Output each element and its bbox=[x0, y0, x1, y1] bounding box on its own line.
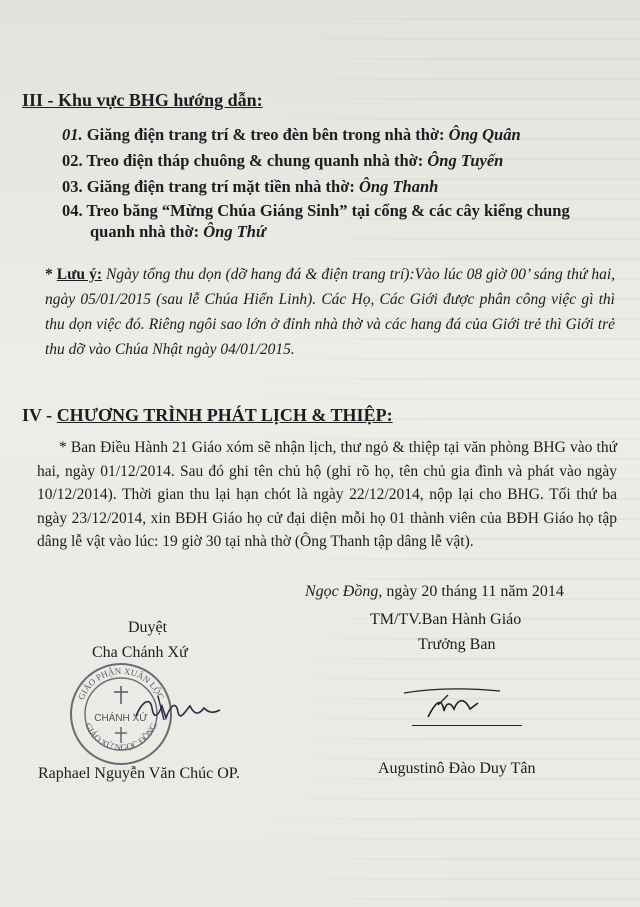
priest-signature-icon bbox=[128, 686, 228, 731]
stamp-center-text: CHÁNH XỨ bbox=[94, 713, 148, 724]
right-title-2: Trưởng Ban bbox=[418, 636, 496, 653]
signature-underline bbox=[412, 725, 522, 726]
note-paragraph: * Lưu ý: Ngày tổng thu dọn (dỡ hang đá & điện trang trí):Vào lúc 08 giờ 00’ sáng thứ hai, ngày 05/01/2015 (sau lễ Chúa Hiển Linh). Các Họ, Các Giới được phân công việc gì thì thu dọn việc đó. Riêng ngôi sao lớn ở đỉnh nhà thờ và các hang đá của Giới trẻ thì Giới trẻ thu dỡ vào Chúa Nhật ngày 04/01/2015. bbox=[45, 266, 615, 358]
head-signature-icon bbox=[398, 683, 508, 723]
note-text: Ngày tổng thu dọn (dỡ hang đá & điện trang trí):Vào lúc 08 giờ 00’ sáng thứ hai, ngày 05/01/2015 (sau lễ Chúa Hiển Linh). Các Họ, Các Giới được phân công việc gì thì thu dọn việc đó. Riêng ngôi sao lớn ở đỉnh nhà thờ và các hang đá của Giới trẻ thì Giới trẻ thu dỡ vào Chúa Nhật ngày 04/01/2015. bbox=[45, 266, 615, 358]
section-3-heading: III - Khu vực BHG hướng dẫn: bbox=[22, 90, 263, 110]
section-4-heading: IV - CHƯƠNG TRÌNH PHÁT LỊCH & THIỆP: bbox=[22, 405, 393, 425]
note-label: Lưu ý: bbox=[56, 266, 102, 283]
stamp-top-text: GIÁO PHẬN XUÂN LỘC bbox=[75, 665, 167, 702]
left-title-1: Duyệt bbox=[128, 619, 168, 636]
left-signer-name: Raphael Nguyễn Văn Chúc OP. bbox=[38, 765, 240, 782]
task-item-01: 01. Giăng điện trang trí & treo đèn bên trong nhà thờ: Ông Quân bbox=[62, 125, 521, 144]
right-title-1: TM/TV.Ban Hành Giáo bbox=[370, 611, 522, 628]
left-title-2: Cha Chánh Xứ bbox=[92, 644, 188, 661]
stamp-bottom-text: GIÁO XỨ NGỌC ĐỒNG bbox=[83, 721, 159, 753]
date-line: Ngọc Đồng, ngày 20 tháng 11 năm 2014 bbox=[305, 583, 564, 600]
task-item-04-continued: quanh nhà thờ: Ông Thứ bbox=[90, 222, 266, 241]
task-item-04: 04. Treo băng “Mừng Chúa Giáng Sinh” tại cổng & các cây kiểng chung bbox=[62, 201, 570, 220]
right-signer-name: Augustinô Đào Duy Tân bbox=[378, 760, 536, 777]
task-item-02: 02. Treo điện tháp chuông & chung quanh nhà thờ: Ông Tuyến bbox=[62, 151, 504, 170]
task-item-03: 03. Giăng điện trang trí mặt tiền nhà thờ: Ông Thanh bbox=[62, 177, 439, 196]
section-4-body: * Ban Điều Hành 21 Giáo xóm sẽ nhận lịch, thư ngỏ & thiệp tại văn phòng BHG vào thứ hai, ngày 01/12/2014. Sau đó ghi tên chủ hộ (ghi rõ họ, tên chủ gia đình và phát vào ngày 10/12/2014). Thời gian thu lại hạn chót là ngày 22/12/2014, nộp lại cho BHG. Tối thứ ba ngày 23/12/2014, xin BĐH Giáo họ cử đại diện mỗi họ 01 thành viên của BĐH Giáo họ tập dâng lễ vật vào lúc: 19 giờ 30 tại nhà thờ (Ông Thanh tập dâng lễ vật). bbox=[37, 439, 617, 550]
